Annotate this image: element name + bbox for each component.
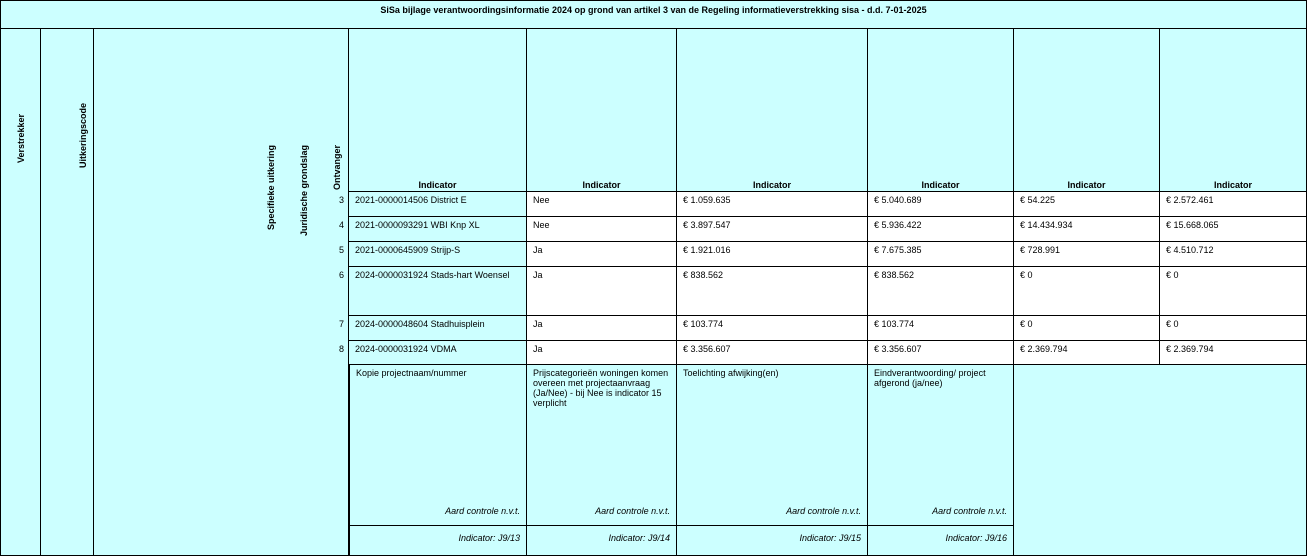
row-number: 4 bbox=[338, 220, 344, 230]
header-ontvanger: Ontvanger bbox=[332, 145, 342, 191]
indicator-code-2: Indicator: J9/14 bbox=[527, 526, 677, 556]
table-cell: € 2.369.794 bbox=[1014, 341, 1160, 365]
table-row: 2021-0000093291 WBI Knp XL bbox=[349, 217, 527, 242]
header-verstrekker: Verstrekker bbox=[16, 114, 26, 164]
table-cell: € 1.059.635 bbox=[677, 192, 868, 217]
table-cell: € 7.675.385 bbox=[868, 242, 1014, 267]
indicator-code-4: Indicator: J9/16 bbox=[868, 526, 1014, 556]
table-cell: € 3.356.607 bbox=[868, 341, 1014, 365]
header-indicator-2: Indicator bbox=[527, 29, 677, 192]
table-cell: Nee bbox=[527, 192, 677, 217]
row-number: 8 bbox=[338, 344, 344, 354]
table-row: 2021-0000014506 District E bbox=[349, 192, 527, 217]
table-cell: € 838.562 bbox=[868, 267, 1014, 316]
table-cell: € 14.434.934 bbox=[1014, 217, 1160, 242]
header-juridische-grondslag: Juridische grondslag bbox=[299, 145, 309, 237]
table-cell: € 838.562 bbox=[677, 267, 868, 316]
table-cell: Ja bbox=[527, 267, 677, 316]
header-indicator-6: Indicator bbox=[1160, 29, 1307, 192]
header-indicator-5: Indicator bbox=[1014, 29, 1160, 192]
table-row: 2024-0000031924 Stads-hart Woensel bbox=[349, 267, 527, 316]
description-4: Eindverantwoording/ project afgerond (ja/nee) Aard controle n.v.t. bbox=[868, 365, 1014, 526]
table-cell: € 103.774 bbox=[868, 316, 1014, 341]
table-cell: Ja bbox=[527, 242, 677, 267]
row-number: 5 bbox=[338, 245, 344, 255]
table-cell: Nee bbox=[527, 217, 677, 242]
table-cell: Ja bbox=[527, 341, 677, 365]
indicator-code-1: Indicator: J9/13 bbox=[349, 526, 527, 556]
indicator-code-3: Indicator: J9/15 bbox=[677, 526, 868, 556]
table-cell: € 2.369.794 bbox=[1160, 341, 1307, 365]
row-number: 3 bbox=[338, 195, 344, 205]
description-1: Kopie projectnaam/nummer Aard controle n.v.t. bbox=[349, 365, 527, 526]
table-cell: € 103.774 bbox=[677, 316, 868, 341]
table-cell: € 5.040.689 bbox=[868, 192, 1014, 217]
table-cell: € 3.356.607 bbox=[677, 341, 868, 365]
table-cell: € 0 bbox=[1160, 267, 1307, 316]
header-uitkeringscode: Uitkeringscode bbox=[78, 103, 88, 169]
table-row: 2024-0000048604 Stadhuisplein bbox=[349, 316, 527, 341]
table-row: 2024-0000031924 VDMA bbox=[349, 341, 527, 365]
table-title: SiSa bijlage verantwoordingsinformatie 2024 op grond van artikel 3 van de Regeling informatieverstrekking sisa - d.d. 7-01-2025 bbox=[0, 0, 1307, 29]
table-cell: € 728.991 bbox=[1014, 242, 1160, 267]
row-number: 6 bbox=[338, 270, 344, 280]
table-cell: € 0 bbox=[1014, 267, 1160, 316]
table-cell: € 0 bbox=[1160, 316, 1307, 341]
table-cell: Ja bbox=[527, 316, 677, 341]
table-cell: € 1.921.016 bbox=[677, 242, 868, 267]
table-cell: € 15.668.065 bbox=[1160, 217, 1307, 242]
description-3: Toelichting afwijking(en) Aard controle n.v.t. bbox=[677, 365, 868, 526]
empty-area bbox=[1014, 365, 1306, 555]
table-cell: € 0 bbox=[1014, 316, 1160, 341]
col-verstrekker bbox=[0, 29, 41, 556]
description-2: Prijscategorieën woningen komen overeen met projectaanvraag (Ja/Nee) - bij Nee is indicator 15 verplicht Aard controle n.v.t. bbox=[527, 365, 677, 526]
table-cell: € 3.897.547 bbox=[677, 217, 868, 242]
row-number: 7 bbox=[338, 319, 344, 329]
table-cell: € 5.936.422 bbox=[868, 217, 1014, 242]
table-cell: € 2.572.461 bbox=[1160, 192, 1307, 217]
header-indicator-3: Indicator bbox=[677, 29, 868, 192]
table-row: 2021-0000645909 Strijp-S bbox=[349, 242, 527, 267]
row-numbers bbox=[94, 192, 348, 365]
header-indicator-4: Indicator bbox=[868, 29, 1014, 192]
header-specifieke-uitkering: Specifieke uitkering bbox=[266, 145, 276, 231]
col-uitkeringscode bbox=[41, 29, 94, 556]
header-indicator-1: Indicator bbox=[349, 29, 527, 192]
table-cell: € 4.510.712 bbox=[1160, 242, 1307, 267]
table-cell: € 54.225 bbox=[1014, 192, 1160, 217]
